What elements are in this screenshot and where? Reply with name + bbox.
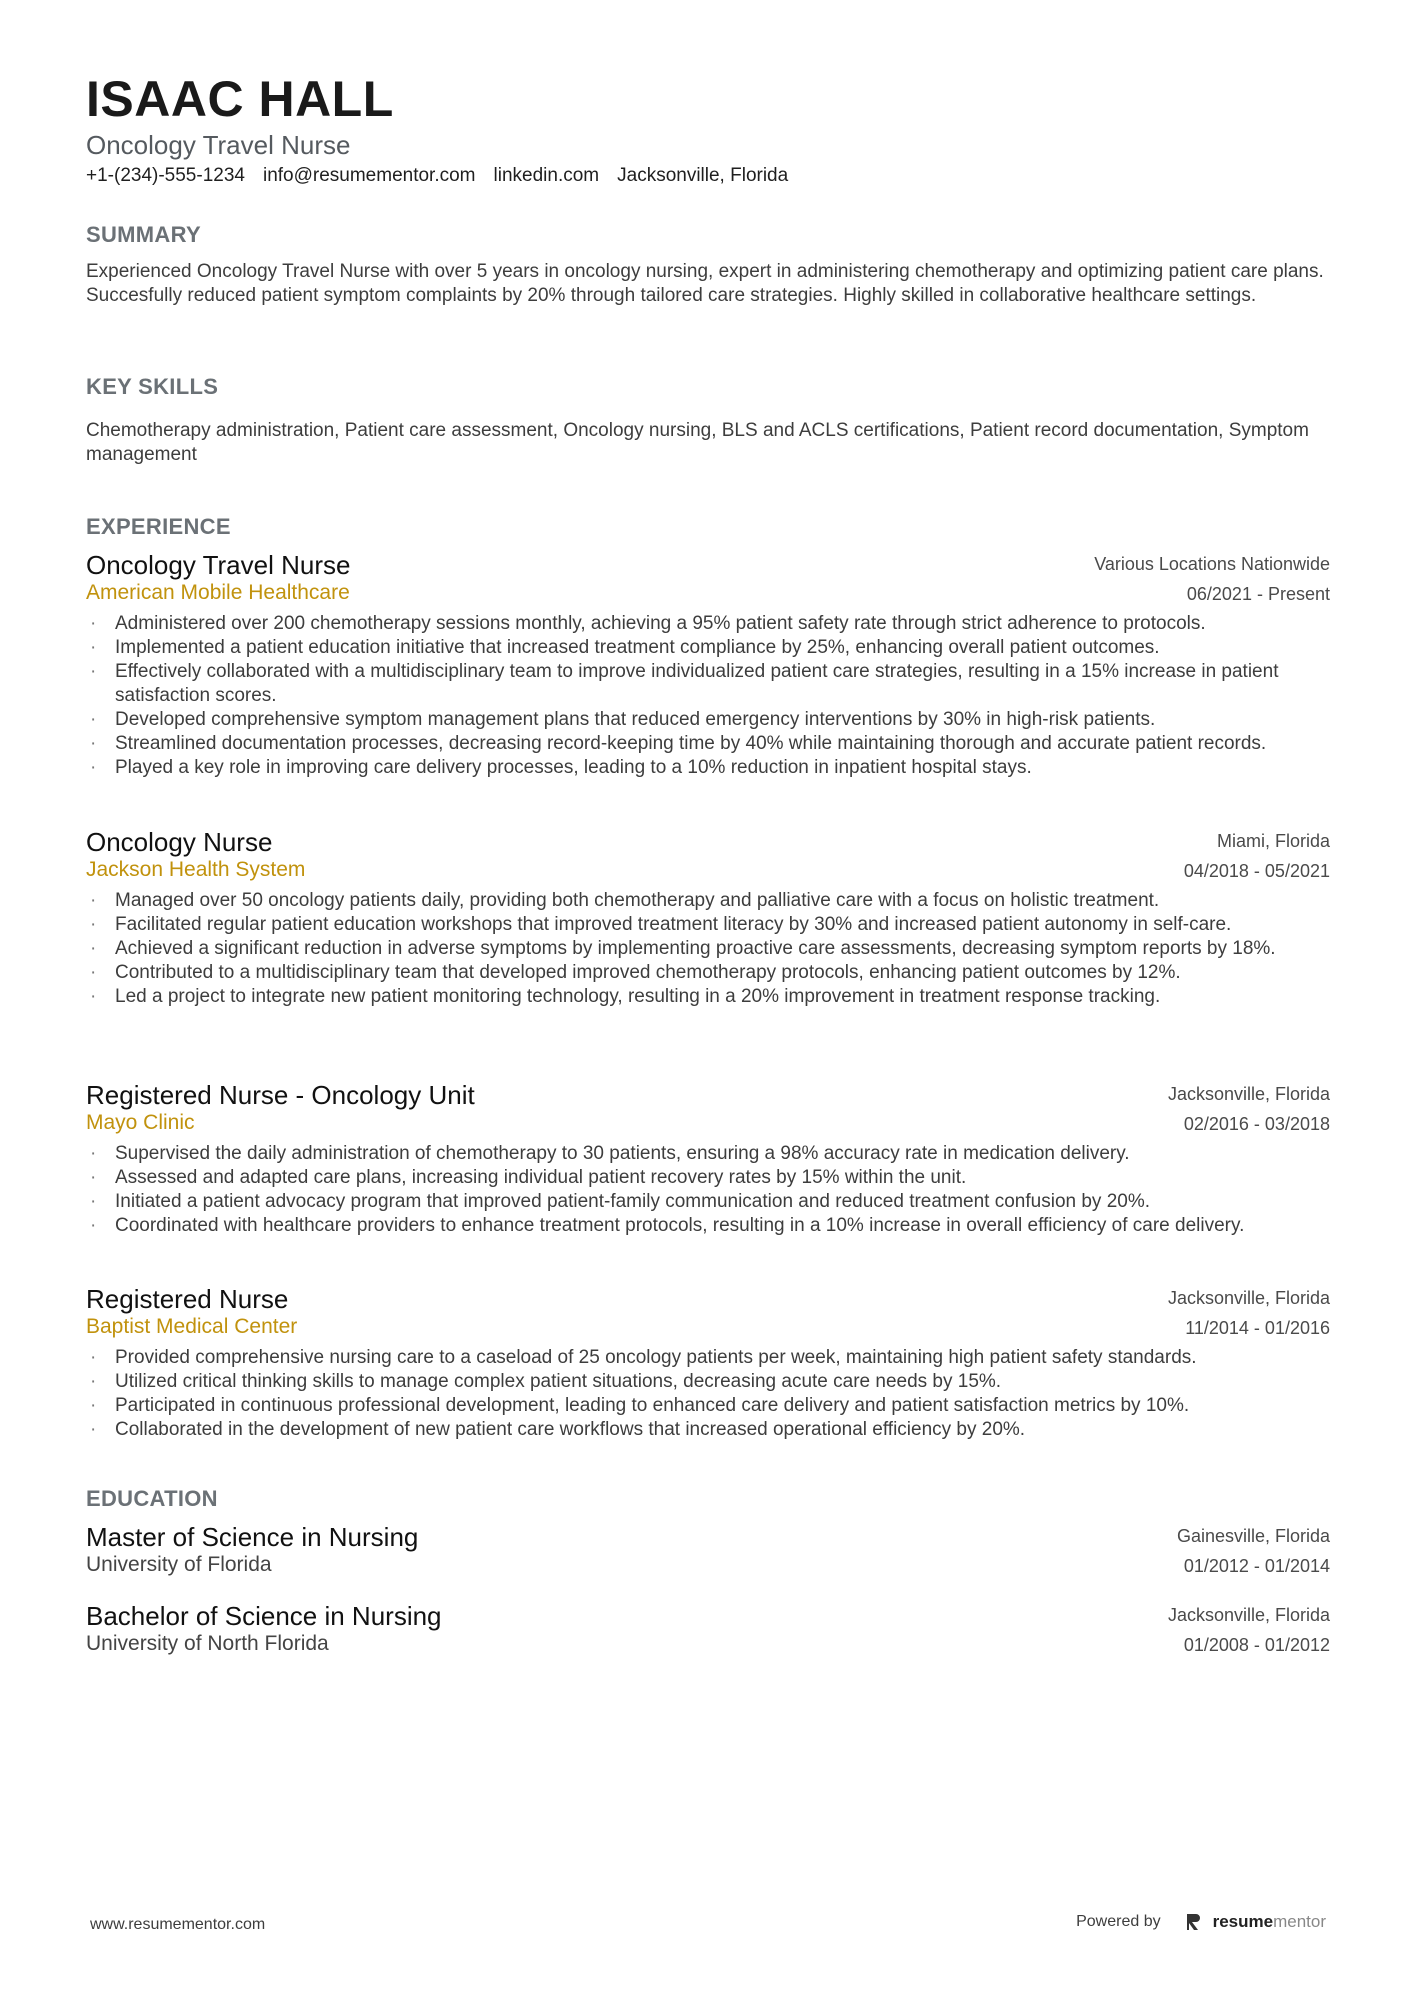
job-dates: 02/2016 - 03/2018 xyxy=(1183,1114,1330,1134)
contact-line xyxy=(86,165,788,187)
job-bullet: · Contributed to a multidisciplinary team that developed improved chemotherapy protocols, enhancing patient outcomes by 12%. xyxy=(86,961,1330,985)
job-location: Various Locations Nationwide xyxy=(1094,554,1330,574)
job-bullet: · Played a key role in improving care delivery processes, leading to a 10% reduction in inpatient hospital stays. xyxy=(86,756,1330,780)
job-bullet: · Effectively collaborated with a multidisciplinary team to improve individualized patient care strategies, resulting in a 15% increase in patient satisfaction scores. xyxy=(86,660,1330,708)
candidate-name: ISAAC HALL xyxy=(86,71,394,127)
job-dates: 11/2014 - 01/2016 xyxy=(1185,1318,1330,1338)
job-title: Registered Nurse - Oncology Unit xyxy=(86,1080,475,1110)
job-bullet: · Streamlined documentation processes, decreasing record-keeping time by 40% while maintaining thorough and accurate patient records. xyxy=(86,732,1330,756)
education-degree: Master of Science in Nursing xyxy=(86,1522,419,1552)
job-bullet: · Provided comprehensive nursing care to a caseload of 25 oncology patients per week, maintaining high patient safety standards. xyxy=(86,1346,1330,1370)
education-heading: EDUCATION xyxy=(86,1486,218,1511)
job-bullet: · Managed over 50 oncology patients daily, providing both chemotherapy and palliative care with a focus on holistic treatment. xyxy=(86,889,1330,913)
education-school: University of North Florida xyxy=(86,1632,329,1655)
job-employer: Mayo Clinic xyxy=(86,1111,195,1134)
job-title: Oncology Travel Nurse xyxy=(86,550,351,580)
education-dates: 01/2012 - 01/2014 xyxy=(1183,1556,1330,1576)
job-bullet: · Supervised the daily administration of chemotherapy to 30 patients, ensuring a 98% accuracy rate in medication delivery. xyxy=(86,1142,1330,1166)
experience-heading: EXPERIENCE xyxy=(86,514,231,539)
job-bullet: · Participated in continuous professional development, leading to enhanced care delivery and patient satisfaction metrics by 10%. xyxy=(86,1394,1330,1418)
summary-text: Experienced Oncology Travel Nurse with over 5 years in oncology nursing, expert in administering chemotherapy and optimizing patient care plans. Succesfully reduced patient symptom complaints by 20% through tailored care strategies. Highly skilled in collaborative healthcare settings. xyxy=(86,261,1324,306)
powered-by-label: Powered by xyxy=(1076,1913,1161,1930)
job-title: Oncology Nurse xyxy=(86,827,273,857)
job-bullet: · Initiated a patient advocacy program that improved patient-family communication and reduced treatment confusion by 20%. xyxy=(86,1190,1330,1214)
job-location: Jacksonville, Florida xyxy=(1167,1084,1330,1104)
job-bullet: · Achieved a significant reduction in adverse symptoms by implementing proactive care assessments, decreasing symptom reports by 18%. xyxy=(86,937,1330,961)
footer-website[interactable]: www.resumementor.com xyxy=(90,1916,266,1933)
education-degree: Bachelor of Science in Nursing xyxy=(86,1601,442,1631)
contact-email[interactable]: info@resumementor.com xyxy=(262,165,476,186)
job-bullet: · Assessed and adapted care plans, increasing individual patient recovery rates by 15% within the unit. xyxy=(86,1166,1330,1190)
summary-heading: SUMMARY xyxy=(86,222,201,247)
contact-location: Jacksonville, Florida xyxy=(617,165,789,186)
job-bullets xyxy=(86,612,1330,780)
job-bullet: · Implemented a patient education initiative that increased treatment compliance by 25%, enhancing overall patient outcomes. xyxy=(86,636,1330,660)
skills-heading: KEY SKILLS xyxy=(86,374,219,399)
education-location: Jacksonville, Florida xyxy=(1167,1605,1330,1625)
brand-name[interactable]: resumementor xyxy=(1212,1912,1326,1931)
job-bullet: · Collaborated in the development of new patient care workflows that increased operational efficiency by 20%. xyxy=(86,1418,1330,1442)
job-dates: 06/2021 - Present xyxy=(1186,584,1330,604)
job-title: Registered Nurse xyxy=(86,1284,289,1314)
education-location: Gainesville, Florida xyxy=(1176,1526,1330,1546)
job-bullet: · Administered over 200 chemotherapy sessions monthly, achieving a 95% patient safety rate through strict adherence to protocols. xyxy=(86,612,1330,636)
job-bullet: · Led a project to integrate new patient monitoring technology, resulting in a 20% improvement in treatment response tracking. xyxy=(86,985,1330,1009)
job-bullet: · Facilitated regular patient education workshops that improved treatment literacy by 30% and increased patient autonomy in self-care. xyxy=(86,913,1330,937)
job-location: Miami, Florida xyxy=(1216,831,1330,851)
job-bullets xyxy=(86,1346,1330,1442)
job-employer: American Mobile Healthcare xyxy=(86,581,350,604)
education-dates: 01/2008 - 01/2012 xyxy=(1183,1635,1330,1655)
job-bullets xyxy=(86,1142,1330,1238)
skills-text: Chemotherapy administration, Patient care assessment, Oncology nursing, BLS and ACLS certifications, Patient record documentation, Symptom management xyxy=(86,420,1309,465)
job-dates: 04/2018 - 05/2021 xyxy=(1183,861,1330,881)
job-bullet: · Coordinated with healthcare providers to enhance treatment protocols, resulting in a 10% increase in overall efficiency of care delivery. xyxy=(86,1214,1330,1238)
candidate-headline: Oncology Travel Nurse xyxy=(86,130,351,160)
resumementor-logo-icon xyxy=(1185,1913,1201,1931)
job-employer: Jackson Health System xyxy=(86,858,306,881)
job-location: Jacksonville, Florida xyxy=(1167,1288,1330,1308)
contact-phone[interactable]: +1-(234)-555-1234 xyxy=(86,165,245,186)
footer-branding xyxy=(1076,1912,1326,1932)
job-bullets xyxy=(86,889,1330,1009)
job-bullet: · Developed comprehensive symptom management plans that reduced emergency interventions by 30% in high-risk patients. xyxy=(86,708,1330,732)
contact-linkedin[interactable]: linkedin.com xyxy=(493,165,600,186)
job-employer: Baptist Medical Center xyxy=(86,1315,298,1338)
job-bullet: · Utilized critical thinking skills to manage complex patient situations, decreasing acute care needs by 15%. xyxy=(86,1370,1330,1394)
education-school: University of Florida xyxy=(86,1553,272,1576)
